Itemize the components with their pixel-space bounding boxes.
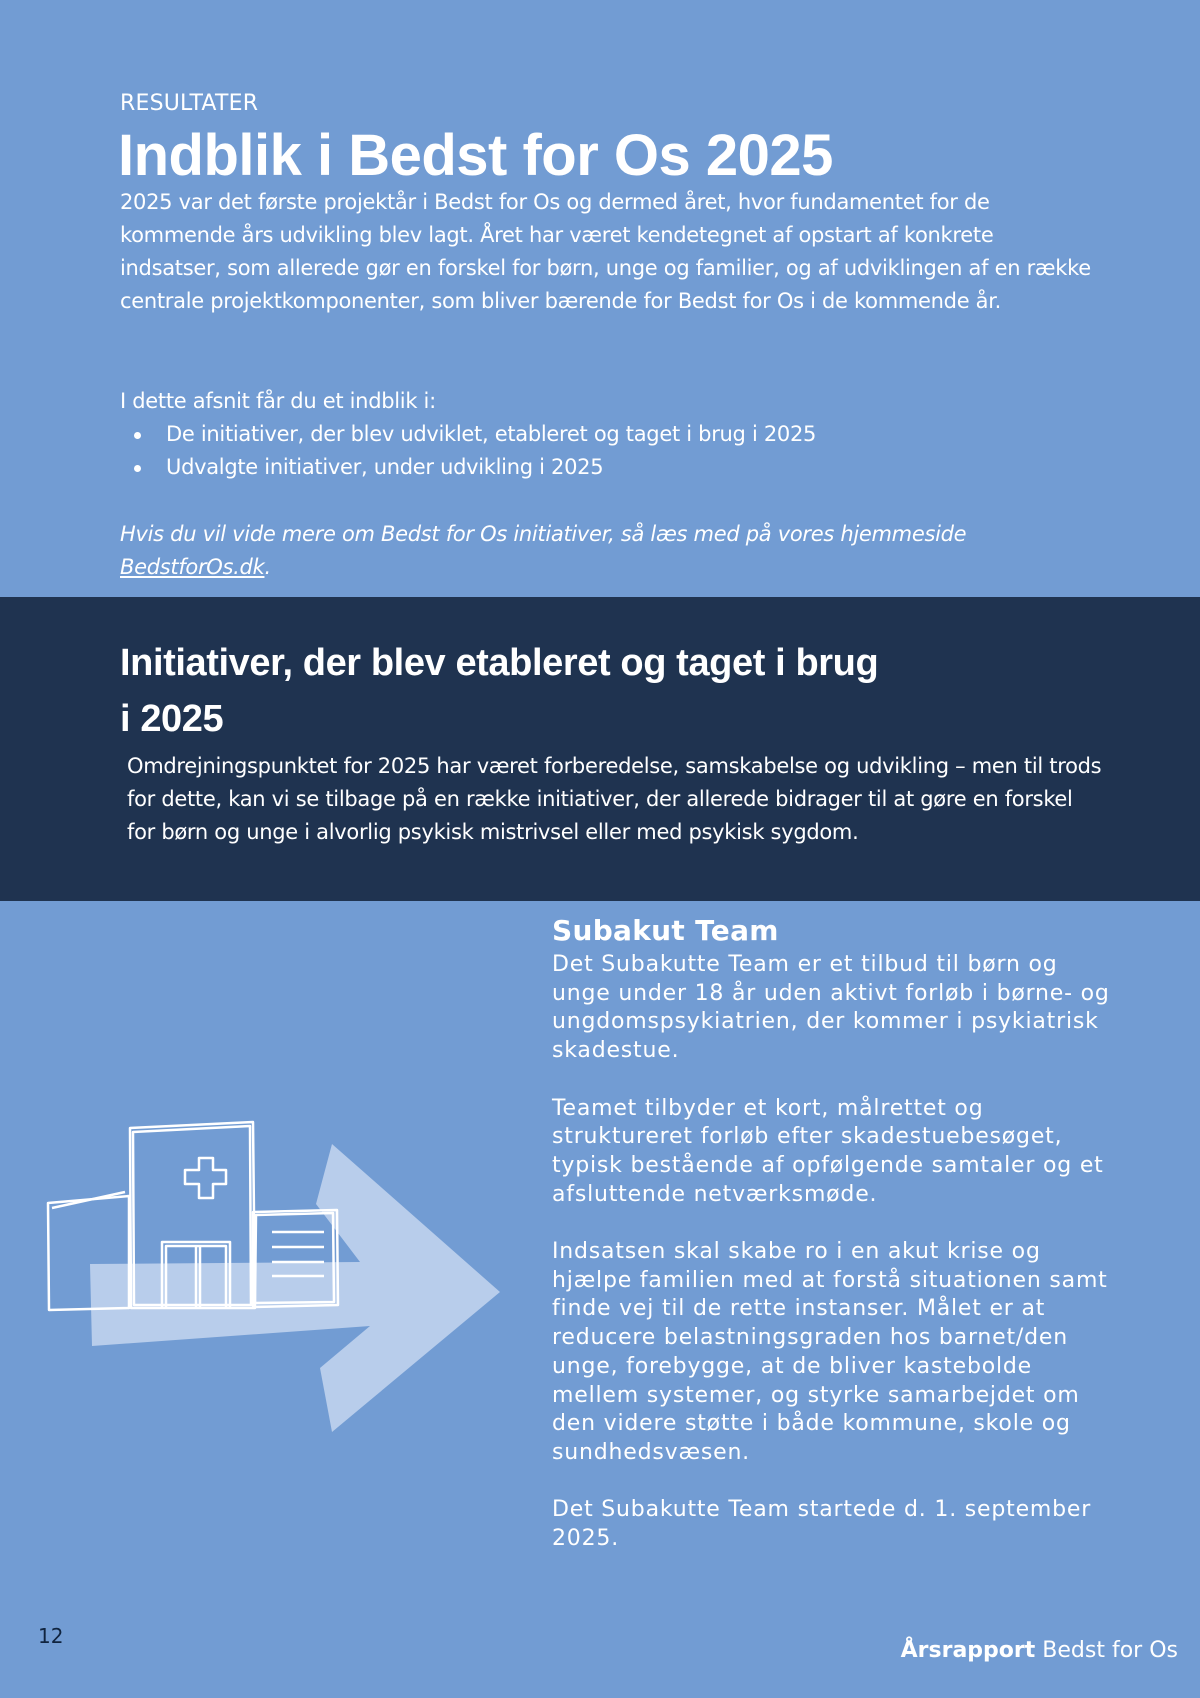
intro-paragraph: 2025 var det første projektår i Bedst for Os og dermed året, hvor fundamentet for de kommende års udvikling blev lagt. Året har været kendetegnet af opstart af konkrete indsatser, som allerede gør en forskel for børn, unge og familier, og af udviklingen af en række centrale projektkomponenter, som bliver bærende for Bedst for Os i de kommende år.: [120, 190, 1091, 313]
hospital-arrow-icon: [40, 1100, 510, 1460]
section-paragraph: Det Subakutte Team startede d. 1. september 2025.: [552, 1497, 1092, 1552]
section-title: Subakut Team: [552, 914, 779, 947]
band-title: Initiativer, der blev etableret og taget i brug i 2025: [120, 642, 879, 740]
band-text: Omdrejningspunktet for 2025 har været forberedelse, samskabelse og udvikling – men til trods for dette, kan vi se tilbage på en række initiativer, der allerede bidrager til at gøre en forskel for børn og unge i alvorlig psykisk mistrivsel eller med psykisk sygdom.: [127, 754, 1102, 844]
list-item: Udvalgte initiativer, under udvikling i 2025: [120, 451, 816, 484]
section-body: [552, 951, 1122, 1582]
section-paragraph: Det Subakutte Team er et tilbud til børn og unge under 18 år uden aktivt forløb i børne- og ungdomspsykiatrien, der kommer i psykiatrisk skadestue.: [552, 952, 1110, 1064]
section-paragraph: Indsatsen skal skabe ro i en akut krise og hjælpe familien med at forstå situationen samt finde vej til de rette instanser. Målet er at reducere belastningsgraden hos barnet/den unge, forebygge, at de bliver kastebolde mellem systemer, og styrke samarbejdet om den videre støtte i både kommune, skole og sundhedsvæsen.: [552, 1239, 1108, 1465]
page-number: 12: [38, 1624, 64, 1648]
footer-brand: Årsrapport Bedst for Os: [900, 1638, 1178, 1663]
bullet-icon: [134, 432, 141, 439]
list-intro: I dette afsnit får du et indblik i:: [120, 389, 436, 413]
website-link[interactable]: BedstforOs.dk: [120, 555, 265, 579]
page-title: Indblik i Bedst for Os 2025: [118, 123, 833, 188]
list-item: De initiativer, der blev udviklet, etableret og taget i brug i 2025: [120, 418, 816, 451]
website-note: Hvis du vil vide mere om Bedst for Os initiativer, så læs med på vores hjemmeside BedstforOs.dk.: [120, 522, 967, 579]
bullet-list: [120, 418, 816, 484]
section-eyebrow: RESULTATER: [120, 91, 259, 116]
bullet-icon: [134, 465, 141, 472]
section-paragraph: Teamet tilbyder et kort, målrettet og struktureret forløb efter skadestuebesøget, typisk bestående af opfølgende samtaler og et afsluttende netværksmøde.: [552, 1095, 1104, 1207]
